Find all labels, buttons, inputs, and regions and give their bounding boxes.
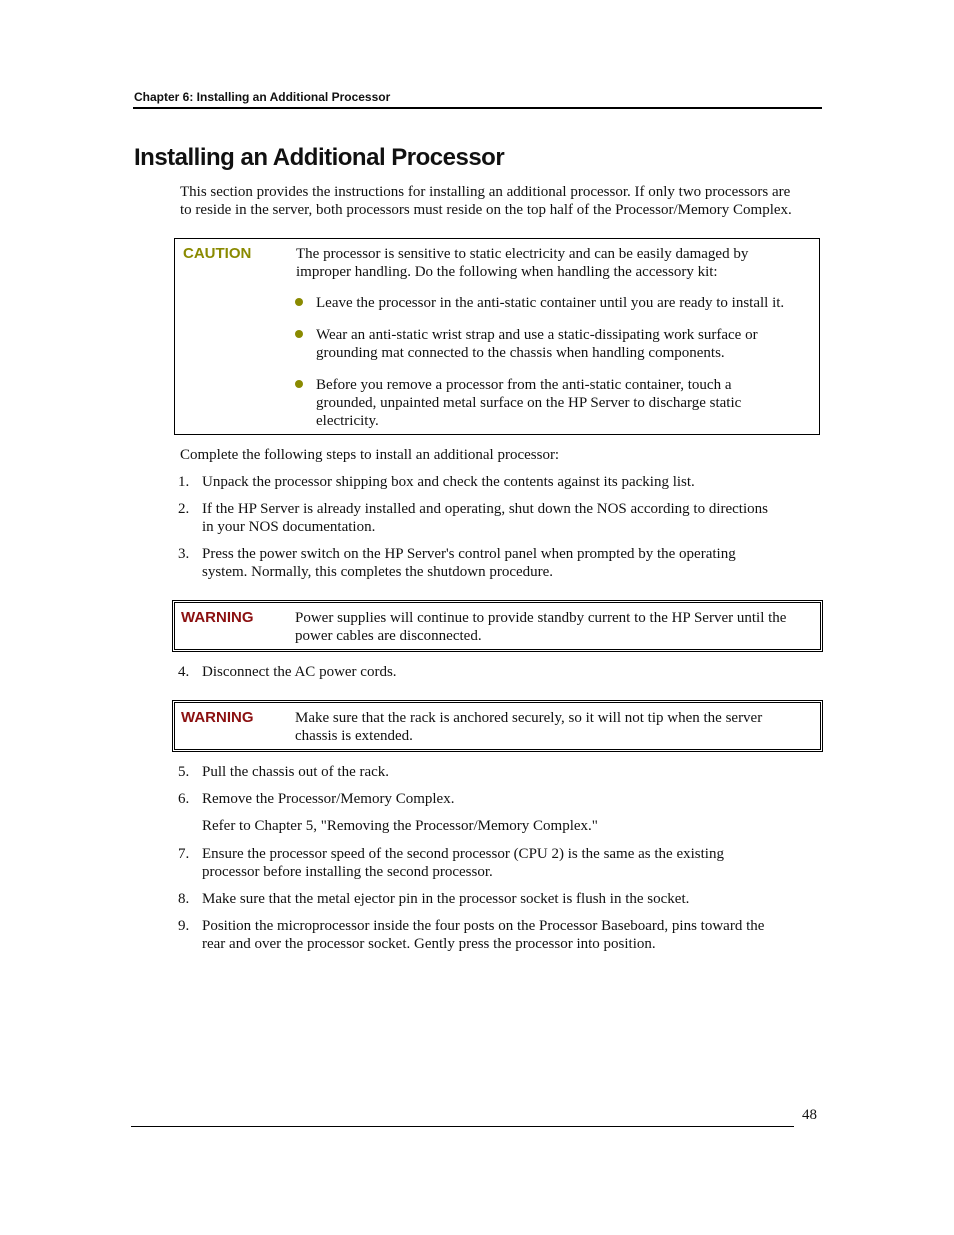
intro-line: This section provides the instructions for installing an additional processor. If only two processors are [180, 184, 791, 200]
caution-bullet: Leave the processor in the anti-static container until you are ready to install it. [316, 295, 785, 311]
step-number: 3. [178, 546, 190, 562]
step-text: Ensure the processor speed of the second processor (CPU 2) is the same as the existing processor before installing the second processor. [202, 846, 724, 880]
steps-intro: Complete the following steps to install an additional processor: [180, 447, 560, 463]
step-text: Pull the chassis out of the rack. [202, 764, 390, 780]
caution-bullet: Before you remove a processor from the anti-static container, touch a grounded, unpainted metal surface on the HP Server to discharge static electricity. [316, 377, 742, 429]
step-text: Unpack the processor shipping box and check the contents against its packing list. [202, 474, 695, 490]
header-rule [133, 107, 822, 109]
step-number: 5. [178, 764, 190, 780]
step-text: Press the power switch on the HP Server's control panel when prompted by the operating system. Normally, this completes the shutdown procedure. [202, 546, 736, 580]
caution-label: CAUTION [183, 245, 252, 262]
step-number: 1. [178, 474, 190, 490]
step-number: 8. [178, 891, 190, 907]
step-text: Make sure that the metal ejector pin in the processor socket is flush in the socket. [202, 891, 690, 907]
caution-bullet: Wear an anti-static wrist strap and use a static-dissipating work surface or grounding mat connected to the chassis when handling components. [316, 327, 758, 361]
bullet-icon [295, 330, 303, 338]
step-number: 4. [178, 664, 190, 680]
step-number: 9. [178, 918, 190, 934]
caution-box [174, 238, 820, 435]
step-text: Disconnect the AC power cords. [202, 664, 397, 680]
warning-box [172, 600, 823, 652]
footer-rule [131, 1126, 794, 1127]
warning-box [172, 700, 823, 752]
step-text: Remove the Processor/Memory Complex. [202, 791, 455, 807]
caution-text: The processor is sensitive to static electricity and can be easily damaged by improper handling. Do the following when handling the accessory kit: [296, 246, 749, 280]
step-note: Refer to Chapter 5, "Removing the Processor/Memory Complex." [202, 818, 598, 834]
warning-label: WARNING [181, 609, 254, 626]
page-title: Installing an Additional Processor [134, 144, 505, 171]
bullet-icon [295, 298, 303, 306]
bullet-icon [295, 380, 303, 388]
step-text: If the HP Server is already installed and operating, shut down the NOS according to directions in your NOS documentation. [202, 501, 768, 535]
warning-text: Make sure that the rack is anchored securely, so it will not tip when the server chassis is extended. [295, 710, 763, 744]
intro-paragraph [180, 183, 792, 219]
step-number: 7. [178, 846, 190, 862]
step-text: Position the microprocessor inside the four posts on the Processor Baseboard, pins toward the rear and over the processor socket. Gently press the processor into position. [202, 918, 765, 952]
running-header: Chapter 6: Installing an Additional Processor [134, 90, 391, 104]
intro-line: to reside in the server, both processors must reside on the top half of the Processor/Memory Complex. [180, 202, 792, 218]
warning-label: WARNING [181, 709, 254, 726]
warning-text: Power supplies will continue to provide standby current to the HP Server until the power cables are disconnected. [295, 610, 787, 644]
step-number: 6. [178, 791, 190, 807]
step-number: 2. [178, 501, 190, 517]
page-number: 48 [802, 1107, 817, 1123]
